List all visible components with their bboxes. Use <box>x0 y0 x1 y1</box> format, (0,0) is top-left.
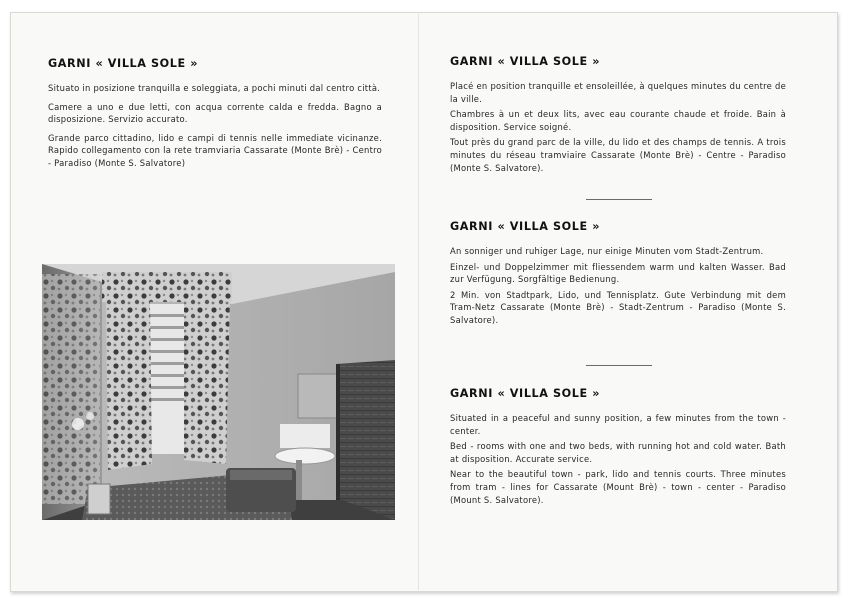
paragraph: Situated in a peaceful and sunny position, a few minutes from the town - center. <box>450 413 786 436</box>
section-heading: GARNI « VILLA SOLE » <box>48 57 199 70</box>
paragraph: Chambres à un et deux lits, avec eau courante chaude et froide. Bain à disposition. Service soigné. <box>450 109 786 132</box>
italian-section <box>48 57 382 176</box>
section-divider <box>586 199 652 200</box>
paragraph: Placé en position tranquille et ensoleillée, à quelques minutes du centre de la ville. <box>450 81 786 104</box>
section-heading: GARNI « VILLA SOLE » <box>450 55 601 68</box>
paragraph: Bed - rooms with one and two beds, with running hot and cold water. Bath at disposition. Accurate service. <box>450 441 786 464</box>
section-heading: GARNI « VILLA SOLE » <box>450 220 601 233</box>
paragraph: 2 Min. von Stadtpark, Lido, und Tennisplatz. Gute Verbindung mit dem Tram-Netz Cassarate (Monte Brè) - Stadt-Zentrum - Paradiso (Monte S. Salvatore). <box>450 289 786 325</box>
paragraph: Near to the beautiful town - park, lido and tennis courts. Three minutes from tram - lines for Cassarate (Mount Brè) - town - center - Paradiso (Mount S. Salvatore). <box>450 469 786 505</box>
page-fold <box>418 12 419 590</box>
paragraph: Camere a uno e due letti, con acqua corrente calda e fredda. Bagno a disposizione. Servizio accurato. <box>48 101 382 125</box>
paragraph: Grande parco cittadino, lido e campi di tennis nelle immediate vicinanze. Rapido collegamento con la rete tramviaria Cassarate (Monte Brè) - Centro - Paradiso (Monte S. Salvatore) <box>48 132 382 168</box>
english-section <box>450 387 786 509</box>
paragraph: Situato in posizione tranquilla e soleggiata, a pochi minuti dal centro città. <box>48 83 381 93</box>
paragraph: An sonniger und ruhiger Lage, nur einige Minuten vom Stadt-Zentrum. <box>450 246 764 256</box>
german-section <box>450 220 786 330</box>
paragraph: Tout près du grand parc de la ville, du lido et des champs de tennis. A trois minutes du réseau tramviaire Cassarate (Monte Brè) - Centre - Paradiso (Monte S. Salvatore). <box>450 137 786 173</box>
paragraph: Einzel- und Doppelzimmer mit fliessendem warm und kalten Wasser. Bad zur Verfügung. Sorgfältige Bedienung. <box>450 261 786 285</box>
section-heading: GARNI « VILLA SOLE » <box>450 387 601 400</box>
section-divider <box>586 365 652 366</box>
french-section <box>450 55 786 177</box>
hotel-bedroom-photo <box>42 264 395 520</box>
